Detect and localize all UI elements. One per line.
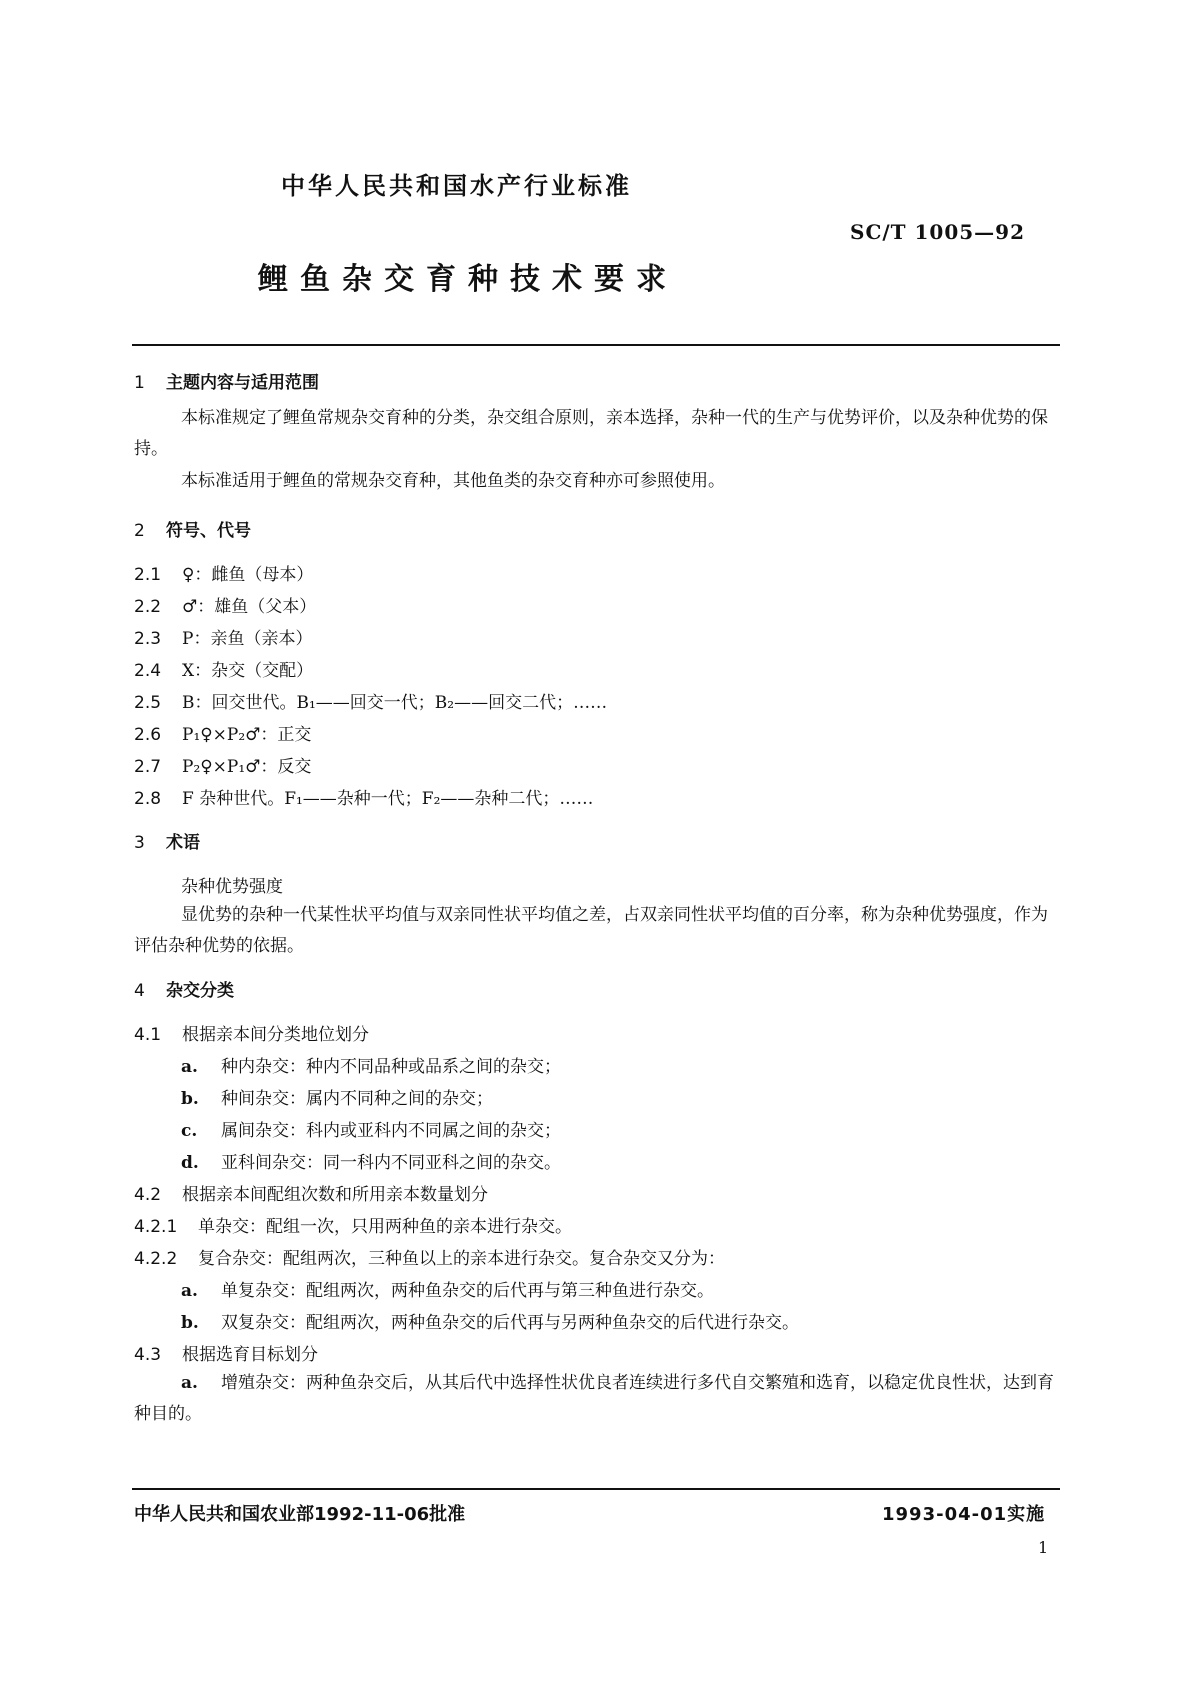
symbol-item: 2.4 X：杂交（交配）: [134, 661, 314, 681]
clause-4-2-1: 4.2.1 单杂交：配组一次，只用两种鱼的亲本进行杂交。: [134, 1217, 572, 1237]
section-number: 4: [134, 981, 145, 1001]
symbol-item: 2.7 P₂♀×P₁♂：反交: [134, 757, 312, 777]
organization-title: 中华人民共和国水产行业标准: [281, 172, 632, 200]
symbol-item: 2.1 ♀：雌鱼（母本）: [134, 565, 314, 585]
standard-code: SC/T 1005—92: [850, 220, 1026, 244]
section-1-paragraph-2: 本标准适用于鲤鱼的常规杂交育种，其他鱼类的杂交育种亦可参照使用。: [181, 471, 725, 491]
clause-4-1-b: b. 种间杂交：属内不同种之间的杂交；: [181, 1089, 493, 1109]
term-name: 杂种优势强度: [181, 877, 283, 897]
approval-line: 中华人民共和国农业部1992-11-06批准: [134, 1504, 466, 1525]
symbol-item: 2.2 ♂：雄鱼（父本）: [134, 597, 317, 617]
clause-4-3-a: a. 增殖杂交：两种鱼杂交后，从其后代中选择性状优良者连续进行多代自交繁殖和选育，以稳定优良性状，达到育种目的。: [134, 1373, 1054, 1424]
clause-4-2: 4.2 根据亲本间配组次数和所用亲本数量划分: [134, 1185, 488, 1205]
clause-4-2-2: 4.2.2 复合杂交：配组两次，三种鱼以上的亲本进行杂交。复合杂交又分为：: [134, 1249, 725, 1269]
section-number: 1: [134, 373, 145, 393]
clause-4-1-d: d. 亚科间杂交：同一科内不同亚科之间的杂交。: [181, 1153, 561, 1173]
document-title: 鲤鱼杂交育种技术要求: [258, 262, 678, 297]
symbol-item: 2.5 B：回交世代。B₁——回交一代；B₂——回交二代；……: [134, 693, 608, 713]
footer-divider: [132, 1488, 1060, 1490]
clause-4-1-c: c. 属间杂交：科内或亚科内不同属之间的杂交；: [181, 1121, 561, 1141]
symbol-item: 2.3 P：亲鱼（亲本）: [134, 629, 313, 649]
effective-date: 1993-04-01实施: [882, 1504, 1046, 1525]
section-1-heading: [134, 368, 319, 393]
section-1-paragraph-1: 本标准规定了鲤鱼常规杂交育种的分类，杂交组合原则，亲本选择，杂种一代的生产与优势评价，以及杂种优势的保持。: [134, 408, 1048, 459]
page-number: 1: [1038, 1538, 1049, 1557]
clause-4-2-2-b: b. 双复杂交：配组两次，两种鱼杂交的后代再与另两种鱼杂交的后代进行杂交。: [181, 1313, 799, 1333]
symbol-item: 2.6 P₁♀×P₂♂：正交: [134, 725, 312, 745]
header-divider: [132, 344, 1060, 346]
clause-4-1-a: a. 种内杂交：种内不同品种或品系之间的杂交；: [181, 1057, 561, 1077]
section-2-heading: [134, 516, 251, 541]
section-title: 主题内容与适用范围: [166, 373, 319, 393]
section-title: 术语: [166, 833, 200, 853]
section-number: 3: [134, 833, 145, 853]
clause-4-3: 4.3 根据选育目标划分: [134, 1345, 318, 1365]
section-title: 杂交分类: [166, 981, 234, 1001]
clause-4-1: 4.1 根据亲本间分类地位划分: [134, 1025, 369, 1045]
symbol-item: 2.8 F 杂种世代。F₁——杂种一代；F₂——杂种二代；……: [134, 789, 594, 809]
section-number: 2: [134, 521, 145, 541]
clause-4-2-2-a: a. 单复杂交：配组两次，两种鱼杂交的后代再与第三种鱼进行杂交。: [181, 1281, 714, 1301]
section-3-heading: [134, 828, 200, 853]
term-definition: 显优势的杂种一代某性状平均值与双亲同性状平均值之差，占双亲同性状平均值的百分率，称为杂种优势强度，作为评估杂种优势的依据。: [134, 905, 1048, 956]
section-4-heading: [134, 976, 234, 1001]
section-title: 符号、代号: [166, 521, 251, 541]
